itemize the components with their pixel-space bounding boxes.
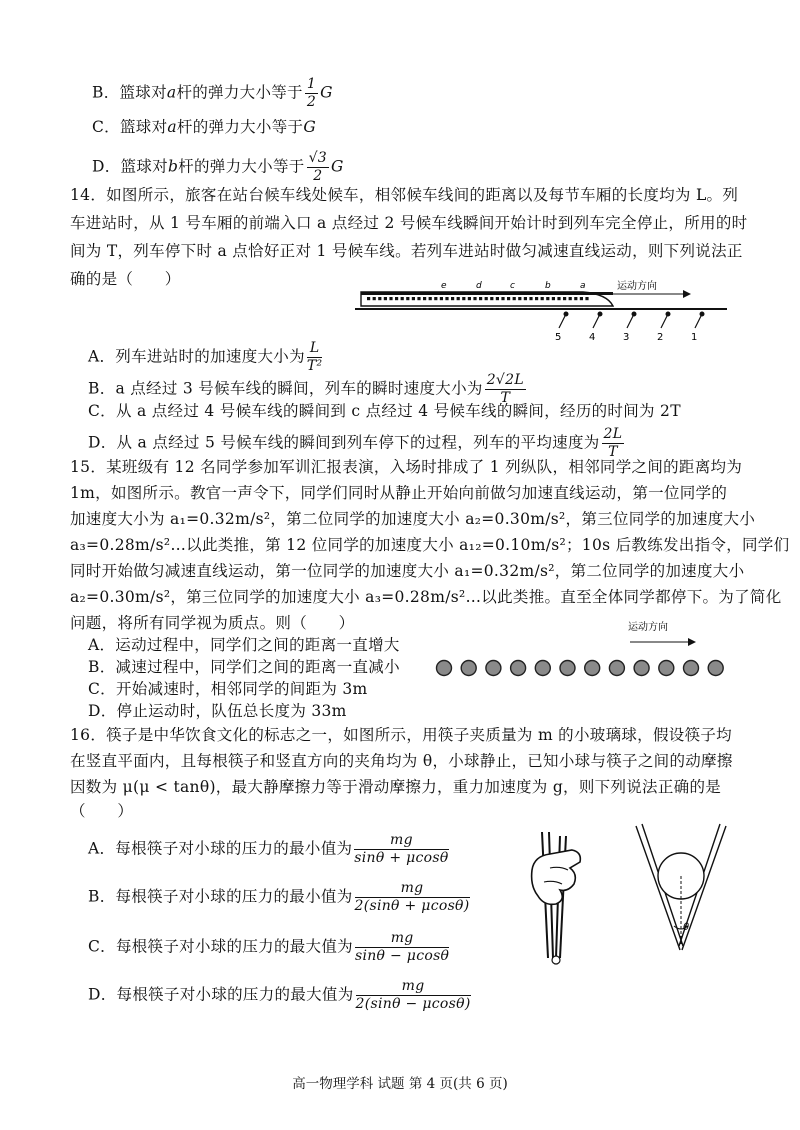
q16-option-b: B．每根筷子对小球的压力的最小值为 $\frac{mg}{2(\sin\theta + \mu\cos\theta)}$	[88, 880, 470, 914]
car-label-d: d	[476, 281, 482, 291]
train-window	[580, 297, 583, 300]
q16-option-a: A．每根筷子对小球的压力的最小值为 $\frac{mg}{\sin\theta + \mu\cos\theta}$	[88, 832, 449, 866]
train-window	[378, 297, 381, 300]
q14-stem-line2: 车进站时，从 1 号车厢的前端入口 a 点经过 2 号候车线瞬间开始计时到列车完全停止，所用的时	[70, 214, 748, 232]
train-window	[541, 297, 544, 300]
q16-stem-line4: （ ）	[70, 802, 134, 820]
q15-option-c: C．开始减速时，相邻同学的间距为 3m	[88, 680, 368, 698]
train-window	[485, 297, 488, 300]
car-label-c: c	[510, 281, 515, 291]
student-dot	[659, 661, 674, 676]
train-window	[417, 297, 420, 300]
q15-stem-line4: a₃=0.28m/s²…以此类推，第 12 位同学的加速度大小 a₁₂=0.10m/s²；10s 后教练发出指令，同学们	[70, 536, 790, 554]
train-window	[535, 297, 538, 300]
train-window	[490, 297, 493, 300]
train-window	[389, 297, 392, 300]
q15-stem-line3: 加速度大小为 a₁=0.32m/s²，第二位同学的加速度大小 a₂=0.30m/s²，第三位同学的加速度大小	[70, 510, 756, 528]
q16-stem-line3: 因数为 μ(μ < tanθ)，最大静摩擦力等于滑动摩擦力，重力加速度为 g，则下列说法正确的是	[70, 778, 722, 796]
student-dot	[634, 661, 649, 676]
waiting-line-5: 5	[555, 332, 562, 343]
train-window	[507, 297, 510, 300]
train-window	[429, 297, 432, 300]
student-dot	[684, 661, 699, 676]
train-figure	[355, 272, 730, 344]
q15-stem-line5: 同时开始做匀减速直线运动，第一位同学的加速度大小 a₁=0.32m/s²，第二位同学的加速度大小	[70, 562, 745, 580]
student-dot	[437, 661, 452, 676]
q14-option-b: B．a 点经过 3 号候车线的瞬间，列车的瞬时速度大小为 $\frac{2√2L}{T}$	[88, 372, 524, 406]
train-window	[468, 297, 471, 300]
q14-option-c: C．从 a 点经过 4 号候车线的瞬间到 c 点经过 4 号候车线的瞬间，经历的时间为 2T	[88, 402, 681, 420]
students-figure	[430, 616, 730, 682]
train-direction-label: 运动方向	[617, 281, 657, 292]
train-window	[445, 297, 448, 300]
student-dot	[585, 661, 600, 676]
train-window	[569, 297, 572, 300]
student-dot	[560, 661, 575, 676]
train-window	[462, 297, 465, 300]
train-window	[373, 297, 376, 300]
train-window	[412, 297, 415, 300]
train-window	[479, 297, 482, 300]
train-window	[423, 297, 426, 300]
q13-option-c: C．篮球对a杆的弹力大小等于G	[92, 118, 317, 136]
train-window	[501, 297, 504, 300]
q15-stem-line7: 问题，将所有同学视为质点。则（ ）	[70, 614, 355, 632]
train-window	[552, 297, 555, 300]
q16-option-c: C．每根筷子对小球的压力的最大值为 $\frac{mg}{\sin\theta - \mu\cos\theta}$	[88, 930, 450, 964]
chopsticks-ball-diagram	[628, 822, 734, 962]
page-footer: 高一物理学科 试题 第 4 页(共 6 页)	[292, 1076, 508, 1092]
q16-option-d: D．每根筷子对小球的压力的最大值为 $\frac{mg}{2(\sin\theta - \mu\cos\theta)}$	[88, 978, 471, 1012]
q13-option-b: B．篮球对a杆的弹力大小等于 $\frac{1}{2}$ G	[92, 76, 333, 110]
train-window	[384, 297, 387, 300]
train-window	[524, 297, 527, 300]
q15-option-d: D．停止运动时，队伍总长度为 33m	[88, 702, 347, 720]
train-window	[395, 297, 398, 300]
train-window	[451, 297, 454, 300]
car-label-a: a	[580, 281, 586, 291]
train-window	[367, 297, 370, 300]
student-dot	[486, 661, 501, 676]
train-window	[585, 297, 588, 300]
hand-chopsticks-figure	[520, 828, 590, 968]
train-window	[546, 297, 549, 300]
car-label-b: b	[545, 281, 551, 291]
q15-stem-line2: 1m，如图所示。教官一声令下，同学们同时从静止开始向前做匀加速直线运动，第一位同学的	[70, 484, 728, 502]
q15-option-b: B．减速过程中，同学们之间的距离一直减小	[88, 658, 400, 676]
train-window	[457, 297, 460, 300]
student-dot	[535, 661, 550, 676]
train-window	[440, 297, 443, 300]
train-window	[529, 297, 532, 300]
q16-stem-line1: 16．筷子是中华饮食文化的标志之一，如图所示，用筷子夹质量为 m 的小玻璃球，假设筷子均	[70, 726, 732, 744]
waiting-line-2: 2	[657, 332, 664, 343]
train-window	[496, 297, 499, 300]
q15-stem-line6: a₂=0.30m/s²，第三位同学的加速度大小 a₃=0.28m/s²…以此类推。直至全体同学都停下。为了简化	[70, 588, 782, 606]
student-dot	[609, 661, 624, 676]
students-direction-label: 运动方向	[628, 622, 668, 633]
train-window	[434, 297, 437, 300]
train-window	[574, 297, 577, 300]
waiting-line-1: 1	[691, 332, 698, 343]
q15-option-a: A．运动过程中，同学们之间的距离一直增大	[88, 636, 400, 654]
q14-stem-line1: 14．如图所示，旅客在站台候车线处候车，相邻候车线间的距离以及每节车厢的长度均为 L。列	[70, 186, 739, 204]
student-dot	[511, 661, 526, 676]
angle-theta-label: θ	[683, 922, 690, 933]
train-window	[563, 297, 566, 300]
waiting-line-3: 3	[623, 332, 630, 343]
q16-stem-line2: 在竖直平面内，且每根筷子和竖直方向的夹角均为 θ，小球静止，已知小球与筷子之间的动摩擦	[70, 752, 733, 770]
waiting-line-4: 4	[589, 332, 596, 343]
train-window	[513, 297, 516, 300]
student-dot	[461, 661, 476, 676]
train-window	[406, 297, 409, 300]
car-label-e: e	[441, 281, 447, 291]
train-window	[557, 297, 560, 300]
q15-stem-line1: 15．某班级有 12 名同学参加军训汇报表演，入场时排成了 1 列纵队，相邻同学之间的距离均为	[70, 458, 743, 476]
q14-option-a: A．列车进站时的加速度大小为 $\frac{L}{\text{T²}}$	[88, 340, 323, 374]
q14-stem-line4: 确的是（ ）	[70, 270, 181, 288]
q14-stem-line3: 间为 T，列车停下时 a 点恰好正对 1 号候车线。若列车进站时做匀减速直线运动，则下列说法正	[70, 242, 743, 260]
train-window	[518, 297, 521, 300]
train-window	[473, 297, 476, 300]
q13-option-d: D．篮球对b杆的弹力大小等于 $\frac{√3}{2}$ G	[92, 150, 344, 184]
train-window	[401, 297, 404, 300]
q14-option-d: D．从 a 点经过 5 号候车线的瞬间到列车停下的过程，列车的平均速度为 $\frac{2L}{T}$	[88, 426, 623, 460]
student-dot	[708, 661, 723, 676]
